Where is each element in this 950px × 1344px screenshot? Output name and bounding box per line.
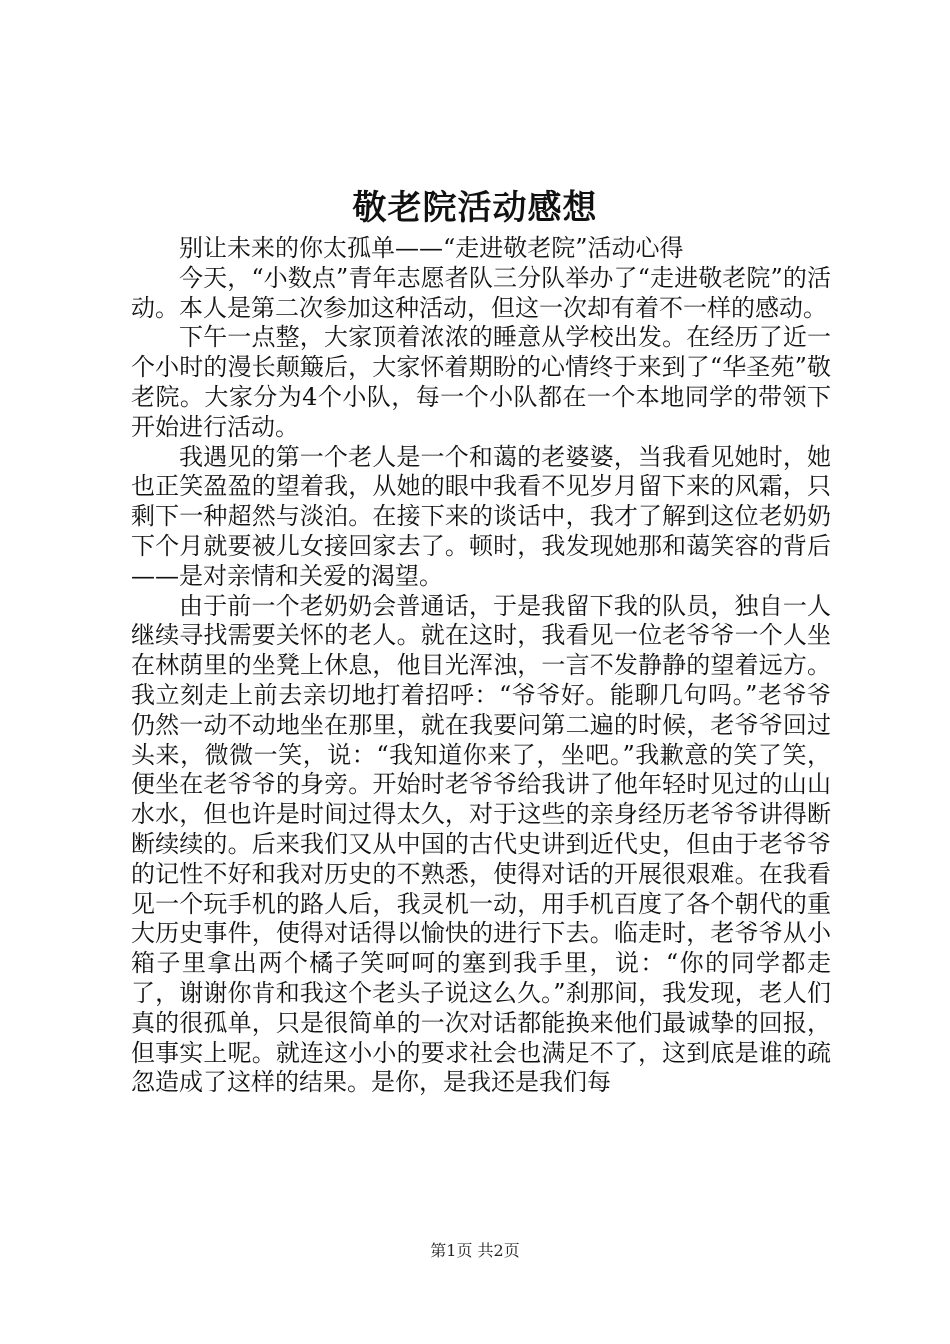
body-paragraph: 我遇见的第一个老人是一个和蔼的老婆婆，当我看见她时，她也正笑盈盈的望着我，从她的眼中我看不见岁月留下来的风霜，只剩下一种超然与淡泊。在接下来的谈话中，我才了解到这位老奶奶下个月就要被儿女接回家去了。顿时，我发现她那和蔼笑容的背后——是对亲情和关爱的渴望。	[131, 442, 831, 590]
page-number-footer: 第1页 共2页	[430, 1241, 520, 1260]
body-paragraph: 下午一点整，大家顶着浓浓的睡意从学校出发。在经历了近一个小时的漫长颠簸后，大家怀着期盼的心情终于来到了“华圣苑”敬老院。大家分为4个小队，每一个小队都在一个本地同学的带领下开始进行活动。	[131, 323, 831, 441]
document-body	[131, 234, 831, 1098]
subtitle-paragraph: 别让未来的你太孤单——“走进敬老院”活动心得	[179, 234, 684, 262]
document-title: 敬老院活动感想	[352, 188, 598, 228]
body-paragraph: 今天，“小数点”青年志愿者队三分队举办了“走进敬老院”的活动。本人是第二次参加这种活动，但这一次却有着不一样的感动。	[131, 263, 831, 322]
body-paragraph: 由于前一个老奶奶会普通话，于是我留下我的队员，独自一人继续寻找需要关怀的老人。就在这时，我看见一位老爷爷一个人坐在林荫里的坐凳上休息，他目光浑浊，一言不发静静的望着远方。我立刻走上前去亲切地打着招呼：“爷爷好。能聊几句吗。”老爷爷仍然一动不动地坐在那里，就在我要问第二遍的时候，老爷爷回过头来，微微一笑，说：“我知道你来了，坐吧。”我歉意的笑了笑，便坐在老爷爷的身旁。开始时老爷爷给我讲了他年轻时见过的山山水水，但也许是时间过得太久，对于这些的亲身经历老爷爷讲得断断续续的。后来我们又从中国的古代史讲到近代史，但由于老爷爷的记性不好和我对历史的不熟悉，使得对话的开展很艰难。在我看见一个玩手机的路人后，我灵机一动，用手机百度了各个朝代的重大历史事件，使得对话得以愉快的进行下去。临走时，老爷爷从小箱子里拿出两个橘子笑呵呵的塞到我手里，说：“你的同学都走了，谢谢你肯和我这个老头子说这么久。”刹那间，我发现，老人们真的很孤单，只是很简单的一次对话都能换来他们最诚挚的回报，但事实上呢。就连这小小的要求社会也满足不了，这到底是谁的疏忽造成了这样的结果。是你，是我还是我们每	[131, 591, 831, 1097]
